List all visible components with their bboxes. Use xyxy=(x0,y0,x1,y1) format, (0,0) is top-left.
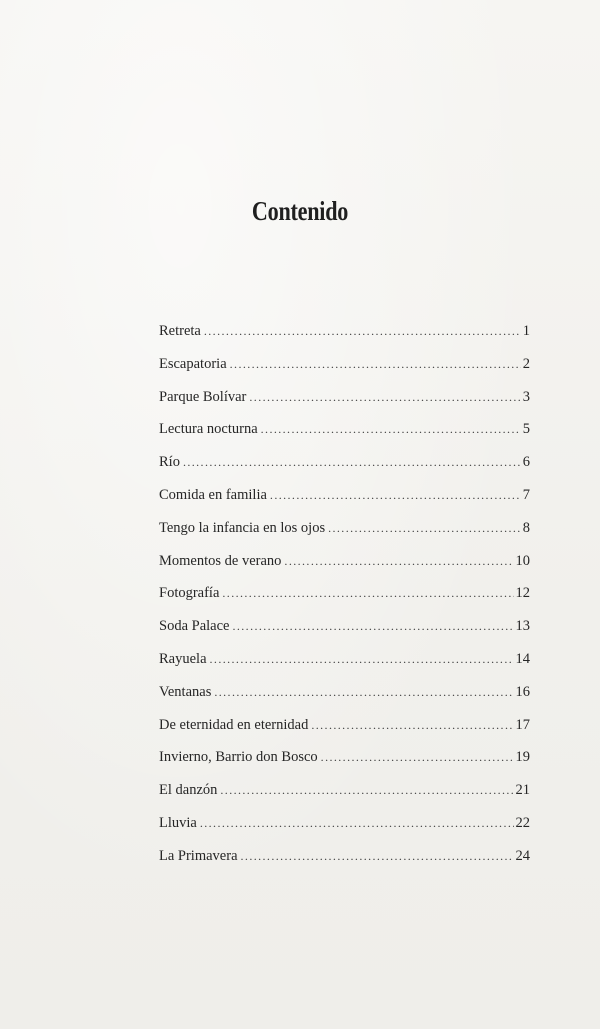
toc-entry-page: 8 xyxy=(522,519,530,536)
dot-leader xyxy=(249,387,520,407)
dot-leader xyxy=(214,682,513,702)
dot-leader xyxy=(210,649,514,669)
toc-entry-page: 5 xyxy=(522,421,530,438)
toc-entry xyxy=(159,649,530,682)
dot-leader xyxy=(204,321,521,341)
toc-entry xyxy=(159,583,530,616)
dot-leader xyxy=(230,354,521,374)
toc-entry xyxy=(159,321,530,354)
toc-entry xyxy=(159,551,530,584)
toc-entry-page: 1 xyxy=(522,323,530,339)
dot-leader xyxy=(270,485,521,505)
toc-entry xyxy=(159,616,530,649)
dot-leader xyxy=(222,583,513,603)
toc-entry-title: Lectura nocturna xyxy=(159,421,258,438)
toc-entry-page: 6 xyxy=(522,454,530,471)
toc-entry xyxy=(159,452,530,485)
toc-entry xyxy=(159,419,530,452)
toc-entry-page: 14 xyxy=(515,650,530,667)
dot-leader xyxy=(261,419,521,439)
toc-entry-title: Tengo la infancia en los ojos xyxy=(159,519,326,536)
toc-entry-title: El danzón xyxy=(159,782,218,799)
toc-entry-title: La Primavera xyxy=(159,847,238,864)
toc-entry xyxy=(159,485,530,518)
toc-entry-page: 22 xyxy=(515,814,530,831)
toc-entry-title: Invierno, Barrio don Bosco xyxy=(159,749,318,766)
toc-entry-title: Comida en familia xyxy=(159,486,267,503)
toc-entry-title: Río xyxy=(159,454,180,471)
table-of-contents xyxy=(159,321,530,879)
toc-entry xyxy=(159,518,530,551)
dot-leader xyxy=(284,551,513,571)
toc-entry-title: Lluvia xyxy=(159,814,197,831)
page-title: Contenido xyxy=(251,196,349,226)
toc-entry-page: 16 xyxy=(515,683,530,700)
toc-entry-title: Momentos de verano xyxy=(159,552,282,569)
dot-leader xyxy=(321,747,514,767)
toc-entry-page: 17 xyxy=(515,716,530,733)
dot-leader xyxy=(311,715,513,735)
toc-entry xyxy=(159,682,530,715)
toc-entry-page: 12 xyxy=(515,585,530,602)
toc-entry xyxy=(159,747,530,780)
toc-entry xyxy=(159,846,530,879)
dot-leader xyxy=(232,616,513,636)
toc-entry-page: 19 xyxy=(515,749,530,766)
toc-entry-page: 10 xyxy=(515,552,530,569)
toc-entry-title: Soda Palace xyxy=(159,618,230,635)
dot-leader xyxy=(220,780,513,800)
dot-leader xyxy=(183,452,521,472)
toc-entry-title: Retreta xyxy=(159,323,201,339)
dot-leader xyxy=(328,518,521,538)
toc-entry xyxy=(159,780,530,813)
dot-leader xyxy=(200,813,514,833)
toc-entry-title: Escapatoria xyxy=(159,355,227,372)
toc-entry xyxy=(159,715,530,748)
toc-entry xyxy=(159,813,530,846)
toc-entry-title: De eternidad en eternidad xyxy=(159,716,309,733)
toc-entry xyxy=(159,354,530,387)
toc-entry-title: Fotografía xyxy=(159,585,220,602)
dot-leader xyxy=(241,846,514,866)
toc-entry-page: 24 xyxy=(515,847,530,864)
toc-entry-page: 21 xyxy=(515,782,530,799)
toc-entry-page: 3 xyxy=(522,388,530,405)
toc-entry-title: Parque Bolívar xyxy=(159,388,247,405)
toc-entry-page: 2 xyxy=(522,355,530,372)
toc-entry-title: Rayuela xyxy=(159,650,207,667)
toc-entry xyxy=(159,387,530,420)
toc-entry-title: Ventanas xyxy=(159,683,212,700)
toc-entry-page: 13 xyxy=(515,618,530,635)
toc-entry-page: 7 xyxy=(522,486,530,503)
